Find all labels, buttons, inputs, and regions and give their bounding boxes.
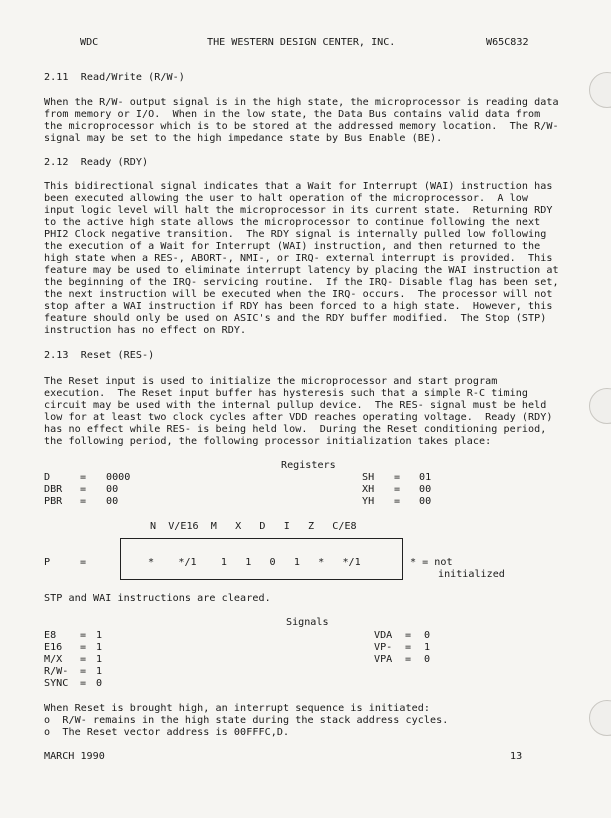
register-name: DBR bbox=[44, 484, 63, 495]
register-name: D bbox=[44, 472, 51, 483]
signal-name: R/W- bbox=[44, 666, 69, 677]
section-2-12-line: the beginning of the IRQ- servicing routine. If the IRQ- Disable flag has been set, bbox=[44, 277, 559, 288]
header-center: THE WESTERN DESIGN CENTER, INC. bbox=[207, 37, 396, 48]
section-2-12-line: the execution of a Wait for Interrupt (WAI) instruction, and then returned to the bbox=[44, 241, 541, 252]
closing-line: When Reset is brought high, an interrupt sequence is initiated: bbox=[44, 703, 430, 714]
section-2-12-line: the next instruction will be executed when the IRQ- occurs. The processor will not bbox=[44, 289, 553, 300]
signal-value: 0 bbox=[424, 654, 431, 665]
p-register-eq: = bbox=[80, 557, 87, 568]
section-2-13-line: execution. The Reset input buffer has hysteresis such that a simple R-C timing bbox=[44, 388, 529, 399]
register-value: 01 bbox=[419, 472, 432, 483]
binder-hole-top bbox=[589, 72, 611, 108]
not-initialized-note-cont: initialized bbox=[438, 569, 505, 580]
footer-date: MARCH 1990 bbox=[44, 751, 105, 762]
binder-hole-middle bbox=[589, 388, 611, 424]
register-eq: = bbox=[394, 472, 401, 483]
section-2-13-line: the following period, the following processor initialization takes place: bbox=[44, 436, 492, 447]
signal-value: 1 bbox=[424, 642, 431, 653]
section-2-11-line: the microprocessor which is to be stored at the addressed memory location. The R/W- bbox=[44, 121, 559, 132]
section-2-12-line: stop after a WAI instruction if RDY has been forced to a high state. However, this bbox=[44, 301, 553, 312]
signal-name: VP- bbox=[374, 642, 393, 653]
section-2-11-line: signal may be set to the high impedance state by Bus Enable (BE). bbox=[44, 133, 443, 144]
stp-wai-line: STP and WAI instructions are cleared. bbox=[44, 593, 271, 604]
signal-name: M/X bbox=[44, 654, 63, 665]
section-2-11-line: from memory or I/O. When in the low state, the Data Bus contains valid data from bbox=[44, 109, 541, 120]
signal-value: 1 bbox=[96, 654, 103, 665]
signal-eq: = bbox=[405, 654, 412, 665]
p-flags-bottom-rule bbox=[121, 579, 402, 580]
registers-heading: Registers bbox=[281, 460, 336, 471]
register-value: 00 bbox=[106, 484, 119, 495]
p-register-label: P bbox=[44, 557, 51, 568]
not-initialized-note: * = not bbox=[410, 557, 453, 568]
signal-eq: = bbox=[80, 630, 87, 641]
page-number: 13 bbox=[510, 751, 523, 762]
section-2-11-line: When the R/W- output signal is in the high state, the microprocessor is reading data bbox=[44, 97, 559, 108]
signal-eq: = bbox=[405, 630, 412, 641]
section-2-13-title: 2.13 Reset (RES-) bbox=[44, 350, 155, 361]
register-value: 00 bbox=[106, 496, 119, 507]
register-name: PBR bbox=[44, 496, 63, 507]
register-name: YH bbox=[362, 496, 375, 507]
register-eq: = bbox=[394, 496, 401, 507]
section-2-13-line: has no effect while RES- is being held low. During the Reset conditioning period, bbox=[44, 424, 547, 435]
header-left: WDC bbox=[80, 37, 99, 48]
signal-value: 1 bbox=[96, 630, 103, 641]
signal-eq: = bbox=[405, 642, 412, 653]
section-2-11-title: 2.11 Read/Write (R/W-) bbox=[44, 72, 185, 83]
register-eq: = bbox=[80, 484, 87, 495]
signal-value: 1 bbox=[96, 642, 103, 653]
signal-eq: = bbox=[80, 666, 87, 677]
signal-value: 0 bbox=[424, 630, 431, 641]
register-eq: = bbox=[394, 484, 401, 495]
p-flags-header: N V/E16 M X D I Z C/E8 bbox=[150, 521, 357, 532]
section-2-13-line: The Reset input is used to initialize the microprocessor and start program bbox=[44, 376, 498, 387]
p-flags-values: * */1 1 1 0 1 * */1 bbox=[148, 557, 361, 568]
register-eq: = bbox=[80, 472, 87, 483]
signal-value: 0 bbox=[96, 678, 103, 689]
section-2-13-line: low for at least two clock cycles after VDD reaches operating voltage. Ready (RDY) bbox=[44, 412, 553, 423]
register-value: 00 bbox=[419, 496, 432, 507]
signal-eq: = bbox=[80, 678, 87, 689]
register-eq: = bbox=[80, 496, 87, 507]
section-2-12-line: input logic level will halt the microprocessor in its current state. Returning RDY bbox=[44, 205, 553, 216]
signal-name: E8 bbox=[44, 630, 57, 641]
binder-hole-bottom bbox=[589, 700, 611, 736]
section-2-12-title: 2.12 Ready (RDY) bbox=[44, 157, 149, 168]
register-value: 0000 bbox=[106, 472, 131, 483]
section-2-13-line: circuit may be used with the internal pullup device. The RES- signal must be held bbox=[44, 400, 547, 411]
signal-value: 1 bbox=[96, 666, 103, 677]
signals-heading: Signals bbox=[286, 617, 329, 628]
section-2-12-line: PHI2 Clock negative transition. The RDY signal is internally pulled low following bbox=[44, 229, 547, 240]
section-2-12-line: This bidirectional signal indicates that a Wait for Interrupt (WAI) instruction has bbox=[44, 181, 553, 192]
section-2-12-line: feature may be used to eliminate interrupt latency by placing the WAI instruction at bbox=[44, 265, 559, 276]
register-value: 00 bbox=[419, 484, 432, 495]
register-name: XH bbox=[362, 484, 375, 495]
section-2-12-line: to the active high state allows the microprocessor to continue following the next bbox=[44, 217, 541, 228]
signal-name: E16 bbox=[44, 642, 63, 653]
section-2-12-line: feature should only be used on ASIC's and the RDY buffer modified. The Stop (STP) bbox=[44, 313, 547, 324]
register-name: SH bbox=[362, 472, 375, 483]
signal-eq: = bbox=[80, 654, 87, 665]
signal-name: VDA bbox=[374, 630, 393, 641]
section-2-12-line: instruction has no effect on RDY. bbox=[44, 325, 247, 336]
signal-name: VPA bbox=[374, 654, 393, 665]
closing-bullet: o The Reset vector address is 00FFFC,D. bbox=[44, 727, 290, 738]
signal-name: SYNC bbox=[44, 678, 69, 689]
header-right: W65C832 bbox=[486, 37, 529, 48]
section-2-12-line: been executed allowing the user to halt operation of the microprocessor. A low bbox=[44, 193, 529, 204]
closing-bullet: o R/W- remains in the high state during the stack address cycles. bbox=[44, 715, 449, 726]
signal-eq: = bbox=[80, 642, 87, 653]
section-2-12-line: high state when a RES-, ABORT-, NMI-, or IRQ- external interrupt is provided. This bbox=[44, 253, 553, 264]
